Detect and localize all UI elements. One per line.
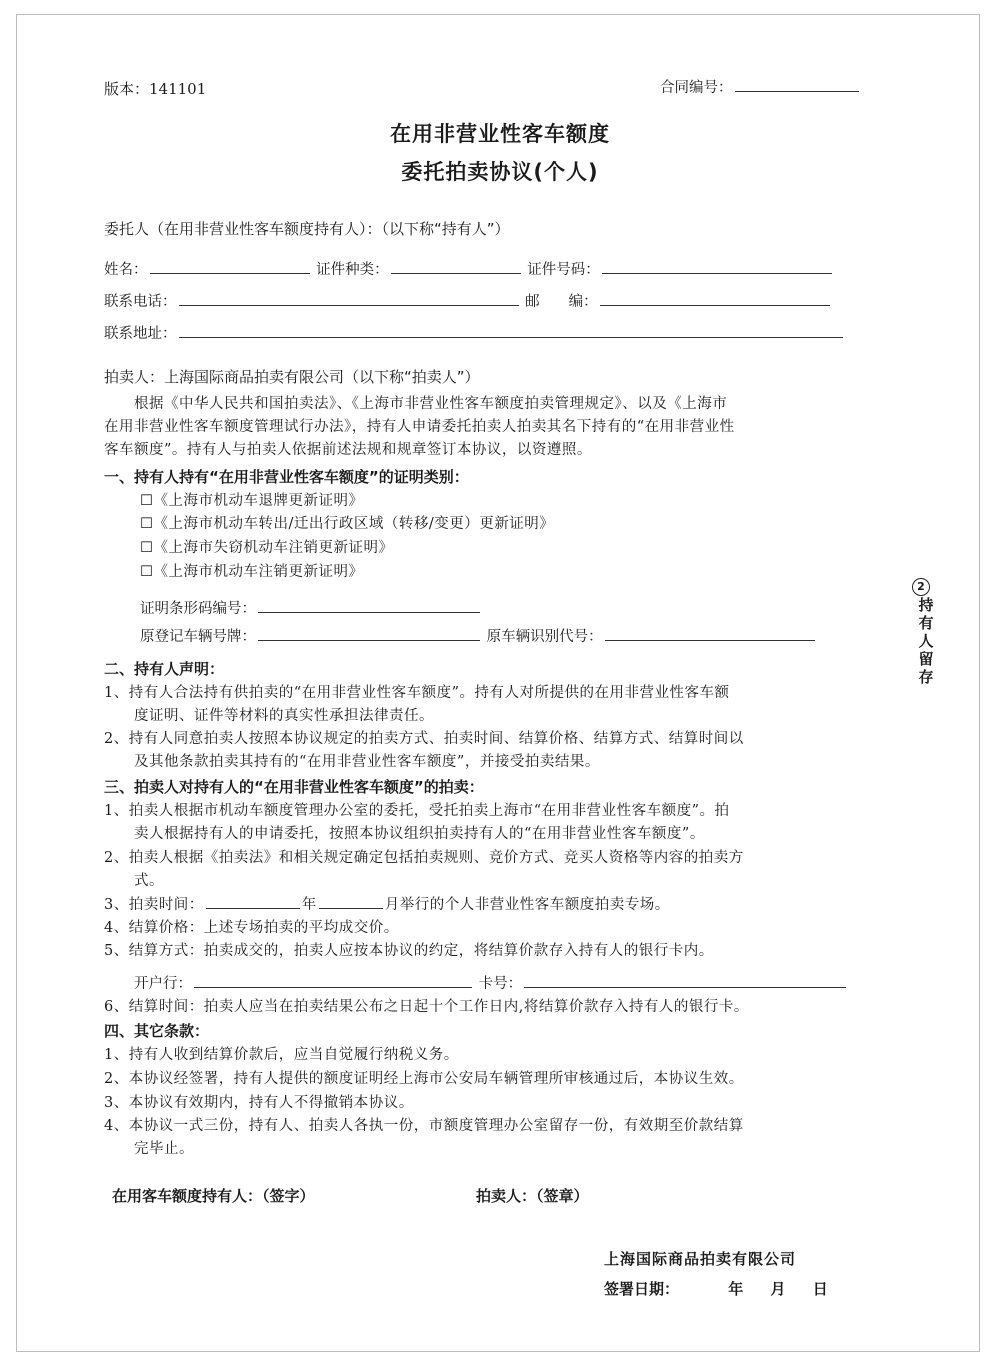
clause-2: 2、本协议经签署，持有人提供的额度证明经上海市公安局车辆管理所审核通过后，本协议生效。 (104, 1071, 744, 1087)
version-label: 版本：141101 (104, 80, 207, 98)
vin-label: 原车辆识别代号： (486, 629, 603, 645)
auction-year-unit: 年 (301, 897, 317, 913)
auctioneer-seal-label: 拍卖人：（签章） (476, 1187, 589, 1205)
signing-date (604, 1278, 828, 1299)
holder-signature-label: 在用客车额度持有人：（签字） (112, 1187, 315, 1205)
cert-option-4[interactable]: ☐《上海市机动车注销更新证明》 (140, 564, 364, 580)
auction-item-2-line-2: 式。 (134, 873, 164, 889)
auction-time-suffix: 月举行的个人非营业性客车额度拍卖专场。 (384, 897, 670, 913)
name-label: 姓名： (104, 262, 148, 278)
auction-item-1-line-2: 卖人根据持有人的申请委托，按照本协议组织拍卖持有人的“在用非营业性客车额度”。 (134, 826, 705, 842)
auction-item-3 (104, 894, 670, 916)
postcode-label: 邮 编： (525, 294, 598, 310)
bank-row (134, 972, 848, 993)
date-month: 月 (770, 1280, 786, 1298)
statement-1-line-1: 1、持有人合法持有供拍卖的“在用非营业性客车额度”。持有人对所提供的在用非营业性客车额 (104, 685, 730, 701)
intro-line-2: 在用非营业性客车额度管理试行办法》，持有人申请委托拍卖人拍卖其名下持有的“在用非营业性 (104, 419, 735, 435)
side-note-char: 人 (918, 632, 934, 650)
title-line-1: 在用非营业性客车额度 (390, 122, 610, 146)
auction-item-2-line-1: 2、拍卖人根据《拍卖法》和相关规定确定包括拍卖规则、竞价方式、竞买人资格等内容的拍卖方 (104, 850, 744, 866)
auction-time-label: 3、拍卖时间： (104, 897, 204, 913)
auction-item-5: 5、结算方式：拍卖成交的，拍卖人应按本协议的约定，将结算价款存入持有人的银行卡内。 (104, 943, 714, 959)
statement-1-line-2: 度证明、证件等材料的真实性承担法律责任。 (134, 708, 434, 724)
title-line-2: 委托拍卖协议(个人) (401, 160, 599, 184)
id-type-field[interactable] (391, 259, 521, 274)
section-2-heading: 二、持有人声明： (104, 660, 225, 678)
clause-1: 1、持有人收到结算价款后，应当自觉履行纳税义务。 (104, 1047, 459, 1063)
side-note-char: 有 (918, 614, 934, 632)
side-note-char: 存 (918, 668, 934, 686)
signing-date-label: 签署日期： (604, 1280, 680, 1298)
auction-item-6: 6、结算时间：拍卖人应当在拍卖结果公布之日起十个工作日内,将结算价款存入持有人的银行卡。 (104, 999, 749, 1015)
auction-year-field[interactable] (206, 894, 300, 909)
statement-2-line-1: 2、持有人同意拍卖人按照本协议规定的拍卖方式、拍卖时间、结算价格、结算方式、结算时间以 (104, 731, 744, 747)
address-label: 联系地址： (104, 326, 177, 342)
clause-4-line-1: 4、本协议一式三份，持有人、拍卖人各执一份，市额度管理办公室留存一份，有效期至价款结算 (104, 1118, 744, 1134)
auction-item-4: 4、结算价格：上述专场拍卖的平均成交价。 (104, 920, 399, 936)
barcode-row (140, 597, 482, 618)
barcode-label: 证明条形码编号： (140, 601, 256, 617)
intro-line-3: 客车额度”。持有人与拍卖人依据前述法规和规章签订本协议，以资遵照。 (104, 442, 592, 458)
auction-month-field[interactable] (319, 894, 383, 909)
contract-number (660, 76, 861, 97)
contract-number-label: 合同编号： (660, 80, 733, 96)
card-field[interactable] (524, 973, 846, 988)
bank-label: 开户行： (134, 976, 192, 992)
id-type-label: 证件种类： (316, 262, 389, 278)
auction-item-1-line-1: 1、拍卖人根据市机动车额度管理办公室的委托，受托拍卖上海市“在用非营业性客车额度”。拍 (104, 803, 730, 819)
date-year: 年 (728, 1280, 744, 1298)
section-3-heading: 三、拍卖人对持有人的“在用非营业性客车额度”的拍卖： (104, 778, 484, 796)
postcode-field[interactable] (600, 291, 830, 306)
contract-number-field[interactable] (735, 77, 859, 92)
clause-4-line-2: 完毕止。 (134, 1141, 194, 1157)
cert-option-2[interactable]: ☐《上海市机动车转出/迁出行政区域（转移/变更）更新证明》 (140, 516, 555, 532)
phone-label: 联系电话： (104, 294, 177, 310)
date-day: 日 (812, 1280, 828, 1298)
section-4-heading: 四、其它条款： (104, 1022, 210, 1040)
intro-line-1: 根据《中华人民共和国拍卖法》、《上海市非营业性客车额度拍卖管理规定》、以及《上海市 (134, 396, 728, 412)
cert-option-1[interactable]: ☐《上海市机动车退牌更新证明》 (140, 493, 364, 509)
vin-field[interactable] (605, 626, 815, 641)
phone-field[interactable] (179, 291, 519, 306)
id-number-field[interactable] (602, 259, 832, 274)
statement-2-line-2: 及其他条款拍卖其持有的“在用非营业性客车额度”，并接受拍卖结果。 (134, 754, 600, 770)
barcode-field[interactable] (258, 598, 480, 613)
consignor-row-3 (104, 322, 845, 343)
auctioneer-heading: 拍卖人：上海国际商品拍卖有限公司（以下称“拍卖人”） (104, 368, 480, 386)
company-name: 上海国际商品拍卖有限公司 (604, 1250, 797, 1268)
consignor-row-1 (104, 258, 834, 279)
consignor-heading: 委托人（在用非营业性客车额度持有人）：（以下称“持有人”） (104, 220, 510, 238)
copy-retained-note (912, 578, 940, 686)
address-field[interactable] (179, 323, 843, 338)
bank-field[interactable] (194, 973, 472, 988)
card-label: 卡号： (478, 976, 523, 992)
clause-3: 3、本协议有效期内，持有人不得撤销本协议。 (104, 1095, 414, 1111)
side-note-char: 留 (918, 650, 934, 668)
side-note-char: 持 (918, 596, 934, 614)
section-1-heading: 一、持有人持有“在用非营业性客车额度”的证明类别： (104, 468, 469, 486)
consignor-row-2 (104, 290, 832, 311)
cert-option-3[interactable]: ☐《上海市失窃机动车注销更新证明》 (140, 540, 394, 556)
plate-field[interactable] (258, 626, 480, 641)
id-number-label: 证件号码： (527, 262, 600, 278)
name-field[interactable] (150, 259, 310, 274)
plate-label: 原登记车辆号牌： (140, 629, 256, 645)
copy-number-badge: 2 (912, 578, 930, 596)
vehicle-row (140, 625, 817, 646)
